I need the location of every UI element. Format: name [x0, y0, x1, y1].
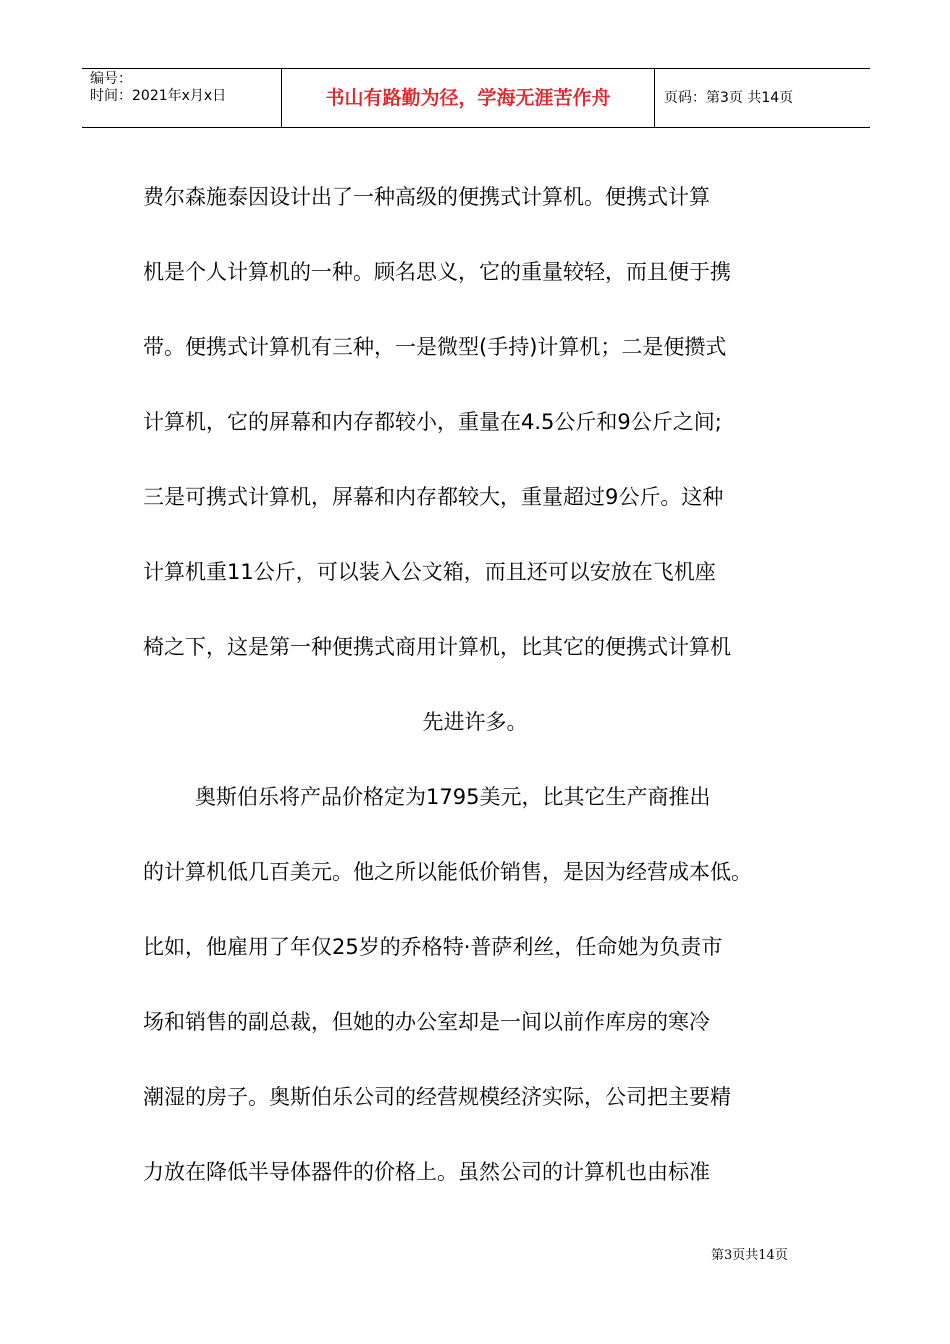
header-meta-cell	[82, 69, 281, 127]
header-page-cell	[655, 69, 870, 127]
document-body	[143, 158, 807, 1208]
body-paragraph-start: 奥斯伯乐将产品价格定为1795美元，比其它生产商推出	[195, 784, 711, 809]
header-page-code: 页码：第3页 共14页	[664, 90, 794, 106]
document-number-label: 编号：	[90, 71, 132, 87]
body-line: 计算机，它的屏幕和内存都较小，重量在4.5公斤和9公斤之间;	[143, 409, 722, 434]
body-line: 计算机重11公斤，可以装入公文箱，而且还可以安放在飞机座	[143, 559, 716, 584]
body-line: 机是个人计算机的一种。顾名思义，它的重量较轻，而且便于携	[143, 259, 731, 284]
body-line: 比如，他雇用了年仅25岁的乔格特·普萨利丝，任命她为负责市	[143, 934, 723, 959]
page-footer: 第3页共14页	[711, 1248, 788, 1263]
body-line: 带。便携式计算机有三种，一是微型(手持)计算机；二是便攒式	[143, 334, 727, 359]
document-date: 时间：2021年x月x日	[90, 88, 227, 104]
body-line: 椅之下，这是第一种便携式商用计算机，比其它的便携式计算机	[143, 634, 731, 659]
body-line: 潮湿的房子。奥斯伯乐公司的经营规模经济实际，公司把主要精	[143, 1084, 731, 1109]
body-line-centered: 先进许多。	[422, 709, 528, 734]
body-line: 场和销售的副总裁，但她的办公室却是一间以前作库房的寒冷	[143, 1009, 710, 1034]
body-line: 的计算机低几百美元。他之所以能低价销售，是因为经营成本低。	[143, 859, 752, 884]
body-line: 三是可携式计算机，屏幕和内存都较大，重量超过9公斤。这种	[143, 484, 724, 509]
page-header	[82, 68, 870, 128]
body-line: 力放在降低半导体器件的价格上。虽然公司的计算机也由标准	[143, 1159, 710, 1184]
header-motto-cell	[281, 69, 655, 127]
header-motto: 书山有路勤为径，学海无涯苦作舟	[325, 87, 611, 109]
body-line: 费尔森施泰因设计出了一种高级的便携式计算机。便携式计算	[143, 184, 710, 209]
